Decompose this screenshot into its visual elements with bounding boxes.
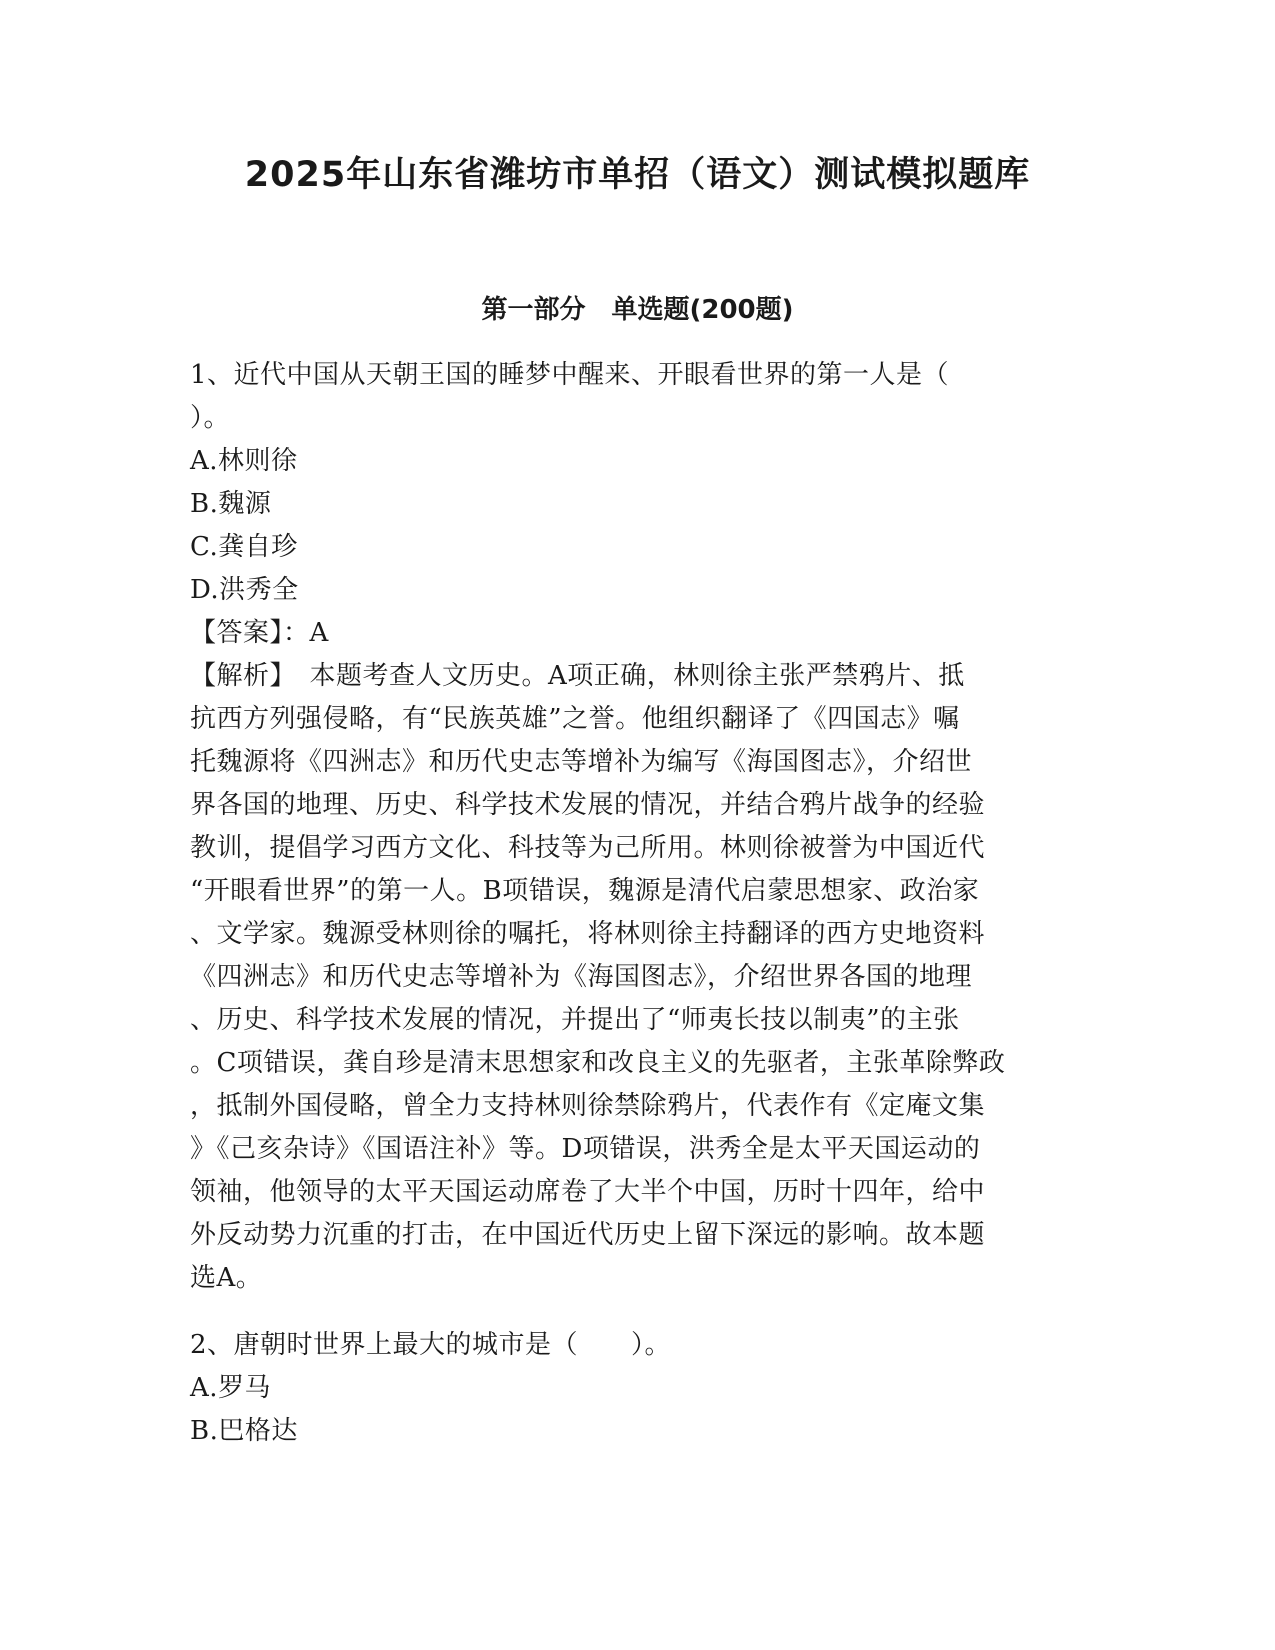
question-spacer	[190, 1300, 1095, 1324]
explanation-line: ，抵制外国侵略，曾全力支持林则徐禁除鸦片，代表作有《定庵文集	[190, 1091, 986, 1121]
option-d: D.洪秀全	[190, 575, 299, 605]
explanation-line: 。C项错误，龚自珍是清末思想家和改良主义的先驱者，主张革除弊政	[190, 1048, 1006, 1078]
explanation	[190, 655, 1095, 1300]
explanation-line: 教训，提倡学习西方文化、科技等为己所用。林则徐被誉为中国近代	[190, 833, 986, 863]
explanation-line: 抗西方列强侵略，有“民族英雄”之誉。他组织翻译了《四国志》嘱	[190, 704, 960, 734]
explanation-line: 界各国的地理、历史、科学技术发展的情况，并结合鸦片战争的经验	[190, 790, 986, 820]
explanation-line: “开眼看世界”的第一人。B项错误，魏源是清代启蒙思想家、政治家	[190, 876, 980, 906]
question-list	[190, 354, 1095, 1453]
explanation-line: 【解析】 本题考查人文历史。A项正确，林则徐主张严禁鸦片、抵	[190, 661, 965, 691]
section-heading: 第一部分 单选题(200题)	[481, 295, 794, 325]
explanation-line: 领袖，他领导的太平天国运动席卷了大半个中国，历时十四年，给中	[190, 1177, 986, 1207]
explanation-line: 选A。	[190, 1263, 263, 1293]
question-stem-line: ）。	[190, 403, 231, 433]
explanation-line: 、文学家。魏源受林则徐的嘱托，将林则徐主持翻译的西方史地资料	[190, 919, 986, 949]
option-a: A.林则徐	[190, 446, 298, 476]
question-1	[190, 354, 1095, 1300]
explanation-line: 》《己亥杂诗》《国语注补》等。D项错误，洪秀全是太平天国运动的	[190, 1134, 981, 1164]
explanation-line: 、历史、科学技术发展的情况，并提出了“师夷长技以制夷”的主张	[190, 1005, 960, 1035]
explanation-line: 托魏源将《四洲志》和历代史志等增补为编写《海国图志》，介绍世	[190, 747, 973, 777]
option-b: B.巴格达	[190, 1416, 298, 1446]
question-stem-line: 1、近代中国从天朝王国的睡梦中醒来、开眼看世界的第一人是（	[190, 360, 950, 390]
explanation-line: 《四洲志》和历代史志等增补为《海国图志》，介绍世界各国的地理	[190, 962, 973, 992]
option-a: A.罗马	[190, 1373, 272, 1403]
option-c: C.龚自珍	[190, 532, 298, 562]
question-2	[190, 1324, 1095, 1453]
answer-line: 【答案】：A	[190, 618, 329, 648]
option-b: B.魏源	[190, 489, 272, 519]
page-title: 2025年山东省潍坊市单招（语文）测试模拟题库	[244, 155, 1031, 195]
question-stem-line: 2、唐朝时世界上最大的城市是（ ）。	[190, 1330, 672, 1360]
explanation-line: 外反动势力沉重的打击，在中国近代历史上留下深远的影响。故本题	[190, 1220, 986, 1250]
